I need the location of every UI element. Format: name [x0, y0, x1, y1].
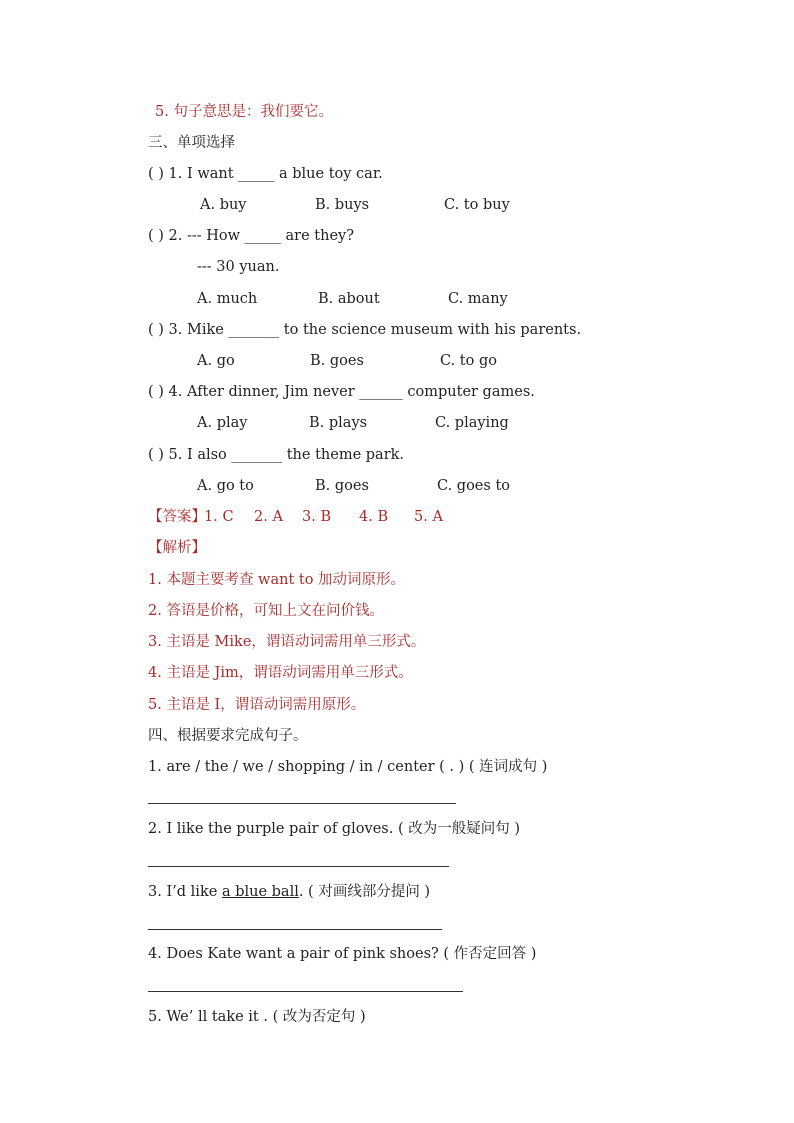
question-2-option-a[interactable]: A. much — [197, 291, 258, 307]
section-4-title: 四、根据要求完成句子。 — [148, 728, 308, 744]
question-2-option-c[interactable]: C. many — [448, 291, 508, 307]
question-3-option-c[interactable]: C. to go — [440, 353, 497, 369]
question-3-stem: ( ) 3. Mike _______ to the science museum with his parents. — [148, 322, 582, 338]
question-1-stem: ( ) 1. I want _____ a blue toy car. — [148, 166, 383, 182]
task-3-underlined-phrase: a blue ball — [221, 884, 299, 900]
task-3 — [148, 882, 430, 902]
question-1-option-c[interactable]: C. to buy — [444, 197, 510, 213]
answer-4: 4. B — [359, 509, 389, 525]
question-4-option-c[interactable]: C. playing — [435, 415, 509, 431]
task-2: 2. I like the purple pair of gloves. ( 改为一般疑问句 ) — [148, 821, 520, 837]
task-1: 1. are / the / we / shopping / in / center ( . ) ( 连词成句 ) — [148, 759, 548, 775]
question-3-option-b[interactable]: B. goes — [310, 353, 364, 369]
question-5-option-c[interactable]: C. goes to — [437, 478, 510, 494]
analysis-item-2: 2. 答语是价格，可知上文在问价钱。 — [148, 603, 384, 619]
analysis-item-1: 1. 本题主要考查 want to 加动词原形。 — [148, 572, 406, 588]
question-3-option-a[interactable]: A. go — [197, 353, 235, 369]
task-1-answer-line[interactable] — [148, 803, 456, 804]
analysis-note-5: 5. 句子意思是：我们要它。 — [155, 104, 333, 120]
task-3-prefix: 3. I’d like — [148, 884, 222, 900]
task-4: 4. Does Kate want a pair of pink shoes? ( 作否定回答 ) — [148, 946, 537, 962]
task-5: 5. We’ ll take it . ( 改为否定句 ) — [148, 1009, 366, 1025]
question-1-option-b[interactable]: B. buys — [315, 197, 370, 213]
analysis-item-3: 3. 主语是 Mike，谓语动词需用单三形式。 — [148, 634, 426, 650]
answer-3: 3. B — [302, 509, 332, 525]
answer-5: 5. A — [414, 509, 443, 525]
question-2-answer-line: --- 30 yuan. — [197, 259, 280, 275]
analysis-item-5: 5. 主语是 I，谓语动词需用原形。 — [148, 697, 366, 713]
question-4-stem: ( ) 4. After dinner, Jim never ______ computer games. — [148, 384, 535, 400]
question-1-option-a[interactable]: A. buy — [200, 197, 247, 213]
question-4-option-b[interactable]: B. plays — [309, 415, 368, 431]
question-5-option-a[interactable]: A. go to — [197, 478, 254, 494]
question-2-stem: ( ) 2. --- How _____ are they? — [148, 228, 355, 244]
question-5-stem: ( ) 5. I also _______ the theme park. — [148, 447, 405, 463]
question-2-option-b[interactable]: B. about — [318, 291, 380, 307]
answer-1: 1. C — [204, 509, 234, 525]
task-4-answer-line[interactable] — [148, 991, 463, 992]
task-3-answer-line[interactable] — [148, 929, 442, 930]
answer-2: 2. A — [254, 509, 283, 525]
section-3-title: 三、单项选择 — [148, 135, 235, 151]
question-4-option-a[interactable]: A. play — [197, 415, 248, 431]
task-2-answer-line[interactable] — [148, 866, 449, 867]
task-3-suffix: . ( 对画线部分提问 ) — [298, 884, 431, 900]
answer-key — [148, 507, 206, 527]
analysis-item-4: 4. 主语是 Jim，谓语动词需用单三形式。 — [148, 665, 413, 681]
answer-label: 【答案】 — [148, 509, 206, 525]
question-5-option-b[interactable]: B. goes — [315, 478, 369, 494]
analysis-label: 【解析】 — [148, 540, 206, 556]
